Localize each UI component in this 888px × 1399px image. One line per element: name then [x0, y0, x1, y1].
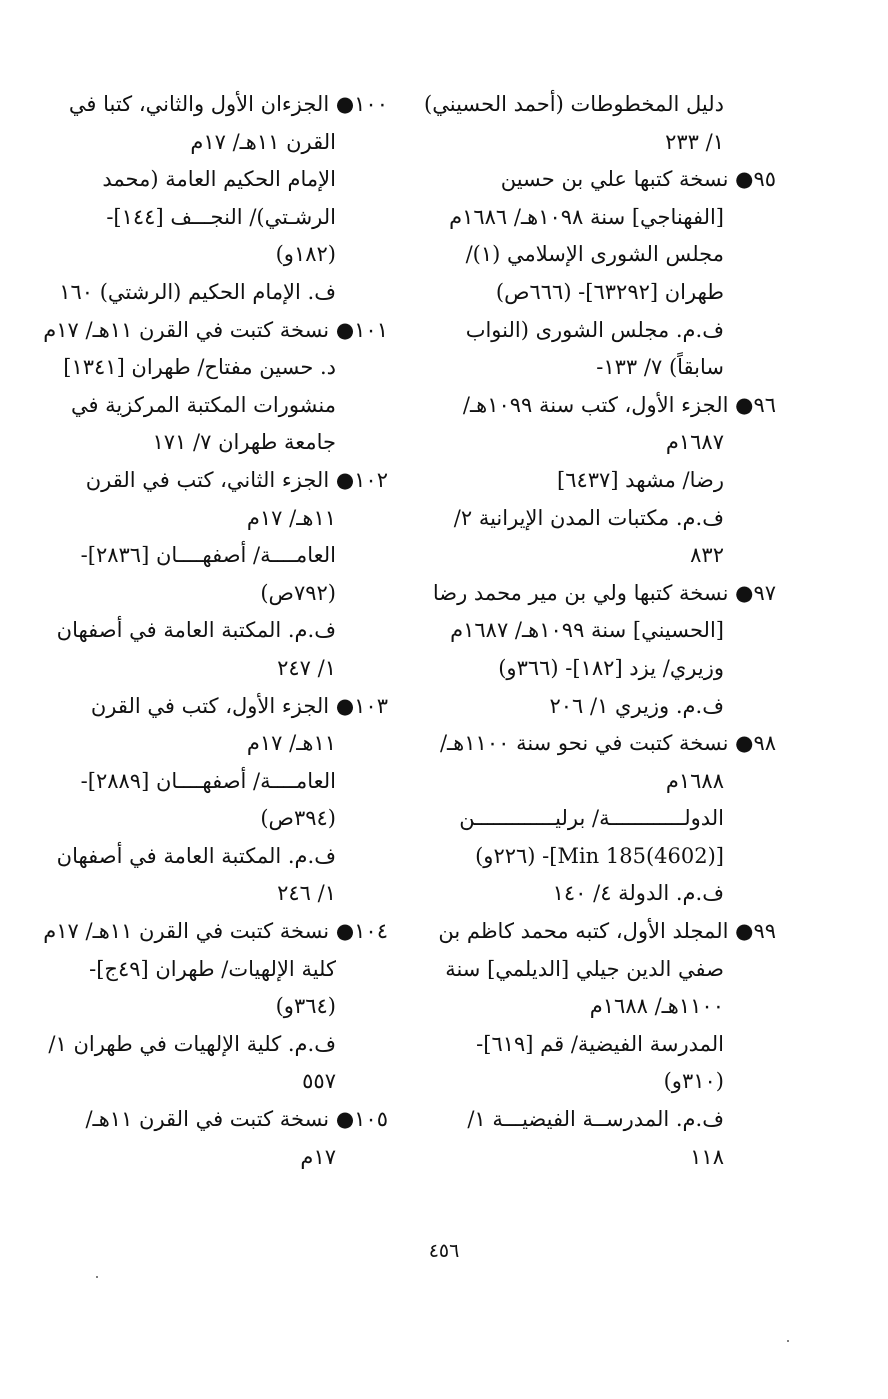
- entry-line: الإمام الحكيم العامة (محمد: [102, 167, 336, 192]
- entry-heading-99: ٩٩● المجلد الأول، كتبه محمد كاظم بن: [438, 919, 776, 944]
- entry-line: جامعة طهران ٧/ ١٧١: [152, 430, 336, 455]
- entry-line: سابقاً) ٧/ ١٣٣-: [596, 355, 724, 380]
- entry-heading-97: ٩٧● نسخة كتبها ولي بن مير محمد رضا: [432, 580, 776, 605]
- entry-line: ف.م. مجلس الشورى (النواب: [465, 317, 724, 342]
- entry-line: [الحسيني] سنة ١٠٩٩هـ/ ١٦٨٧م: [450, 618, 724, 643]
- entry-line: ١/ ٢٤٦: [277, 881, 336, 906]
- page-number: ٤٥٦: [428, 1240, 460, 1262]
- entry-line: العامــــة/ أصفهــــان [٢٨٨٩]-: [80, 768, 336, 793]
- entry-line: ف.م. الدولة ٤/ ١٤٠: [552, 881, 724, 906]
- entry-line: ١٧م: [300, 1144, 336, 1169]
- scan-speck: [96, 1276, 98, 1278]
- entry-line: ٨٣٢: [690, 543, 724, 568]
- entry-line: د. حسين مفتاح/ طهران [١٣٤١]: [63, 355, 336, 380]
- entry-line: رضا/ مشهد [٦٤٣٧]: [556, 467, 724, 492]
- entry-heading-104: ١٠٤● نسخة كتبت في القرن ١١هـ/ ١٧م: [43, 919, 388, 944]
- entry-line: ف.م. مكتبات المدن الإيرانية ٢/: [453, 505, 724, 530]
- entry-line: (١٨٢و): [275, 242, 336, 267]
- right-column: [424, 86, 776, 1176]
- entry-heading-105: ١٠٥● نسخة كتبت في القرن ١١هـ/: [85, 1107, 388, 1132]
- entry-line: (٣٩٤ص): [260, 806, 336, 831]
- entry-heading-95: ٩٥● نسخة كتبها علي بن حسين: [500, 167, 776, 192]
- entry-line: ١١٨: [690, 1144, 724, 1169]
- entry-heading-100: ١٠٠● الجزءان الأول والثاني، كتبا في: [68, 92, 388, 116]
- entry-line: العامــــة/ أصفهــــان [٢٨٣٦]-: [80, 543, 336, 568]
- entry-line: ١١هـ/ ١٧م: [246, 505, 336, 530]
- entry-line: الدولــــــــــــة/ برليـــــــــــــن: [459, 806, 724, 831]
- entry-line: ٥٥٧: [302, 1069, 336, 1094]
- entry-line: ١١هـ/ ١٧م: [246, 731, 336, 756]
- left-column: [43, 86, 388, 1176]
- entry-line: ف.م. المكتبة العامة في أصفهان: [56, 618, 336, 643]
- entry-line: ١/ ٢٤٧: [277, 655, 336, 680]
- entry-heading-96: ٩٦● الجزء الأول، كتب سنة ١٠٩٩هـ/: [462, 392, 776, 417]
- entry-line: صفي الدين جيلي [الديلمي] سنة: [445, 956, 724, 981]
- entry-line: ف.م. المدرســة الفيضيـــة ١/: [467, 1107, 724, 1132]
- entry-line: ١١٠٠هـ/ ١٦٨٨م: [589, 994, 724, 1019]
- entry-line: ١/ ٢٣٣: [665, 129, 724, 154]
- entry-line: ١٦٨٨م: [665, 768, 724, 793]
- entry-heading-98: ٩٨● نسخة كتبت في نحو سنة ١١٠٠هـ/: [439, 731, 776, 756]
- entry-line: (٣٦٤و): [275, 994, 336, 1019]
- entry-line: ف.م. وزيري ١/ ٢٠٦: [549, 693, 724, 718]
- entry-line: وزيري/ يزد [١٨٢]- (٣٦٦و): [498, 655, 724, 680]
- entry-line: [Min 185(4602)]- (٢٢٦و): [475, 843, 724, 868]
- entry-line: ف.م. كلية الإلهيات في طهران ١/: [48, 1031, 336, 1056]
- entry-line: الرشـتي)/ النجـــف [١٤٤]-: [106, 204, 336, 229]
- entry-line: المدرسة الفيضية/ قم [٦١٩]-: [476, 1031, 724, 1056]
- entry-heading-101: ١٠١● نسخة كتبت في القرن ١١هـ/ ١٧م: [43, 317, 388, 342]
- entry-line: ف.م. المكتبة العامة في أصفهان: [56, 843, 336, 868]
- entry-heading-102: ١٠٢● الجزء الثاني، كتب في القرن: [85, 467, 388, 492]
- entry-line: طهران [٦٣٢٩٢]- (٦٦٦ص): [495, 279, 724, 304]
- entry-heading-103: ١٠٣● الجزء الأول، كتب في القرن: [90, 693, 388, 718]
- entry-line: مجلس الشورى الإسلامي (١)/: [465, 242, 724, 267]
- scan-speck: [787, 1340, 789, 1342]
- entry-line: القرن ١١هـ/ ١٧م: [190, 129, 336, 154]
- entry-line: منشورات المكتبة المركزية في: [70, 392, 336, 417]
- entry-line: (٧٩٢ص): [260, 580, 336, 605]
- entry-line: ف. الإمام الحكيم (الرشتي) ١٦٠: [59, 279, 336, 304]
- entry-line: كلية الإلهيات/ طهران [٤٩ج]-: [89, 956, 336, 981]
- entry-line: [الفهناجي] سنة ١٠٩٨هـ/ ١٦٨٦م: [449, 204, 724, 229]
- entry-line: (٣١٠و): [663, 1069, 724, 1094]
- entry-line: ١٦٨٧م: [665, 430, 724, 455]
- entry-line: دليل المخطوطات (أحمد الحسيني): [424, 92, 724, 116]
